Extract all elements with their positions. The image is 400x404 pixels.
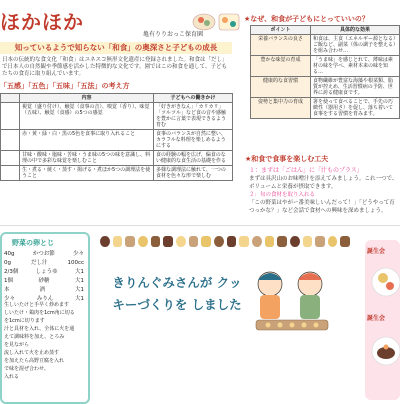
ingredient-extra: 大1 bbox=[74, 278, 84, 284]
cookie-icon bbox=[138, 236, 148, 247]
cookie-icon bbox=[303, 236, 313, 247]
recipe-step: 生しいたけと手早く炒めます bbox=[4, 302, 70, 308]
benefits-table bbox=[250, 25, 400, 119]
table-row bbox=[251, 35, 400, 56]
cookie-icon bbox=[151, 236, 161, 247]
ingredient-row bbox=[4, 250, 84, 259]
effect-text: 和食は、主食（エネルギー源となる）ご飯など、副菜（体の調子を整える）を組み合わせ… bbox=[311, 35, 400, 56]
recipe-steps bbox=[4, 301, 84, 381]
bento-illustration bbox=[190, 6, 242, 34]
ingredient-amount: しょうゆ bbox=[35, 269, 58, 275]
cookie-icon bbox=[100, 236, 110, 247]
recipe-step: を見ながら bbox=[4, 342, 30, 348]
cookie-icon bbox=[214, 236, 224, 247]
ingredient-amount: みりん bbox=[36, 296, 54, 302]
effect-text: 箸を使って食べることで、手先の巧緻性（器用さ）を促し、落ち着いて食事をする習慣を育みます。 bbox=[311, 98, 400, 119]
cookie-icon bbox=[163, 236, 173, 247]
cookie-icon bbox=[239, 236, 249, 247]
ingredient-name: 40g bbox=[4, 251, 15, 257]
ingredient-row bbox=[4, 286, 84, 295]
birthday-cake-illustration bbox=[368, 325, 400, 375]
row-child: 食の経験の幅を広げ、偏食のない健康的な食生活の基礎を作る bbox=[154, 151, 233, 166]
effect-text: 食物繊維が豊富な海藻や根菜類、脂質が控えめ、生活習慣病の予防、世界に誇る健康食です。 bbox=[311, 77, 400, 98]
ingredient-extra: 100cc bbox=[67, 260, 84, 266]
recipe-step: 汁と具材を入れ、全体に火を通 bbox=[4, 326, 75, 332]
table-header: 内容 bbox=[20, 94, 154, 103]
tips-heading: ★和食で食事を楽しむ工夫 bbox=[245, 155, 329, 163]
ingredient-extra: 少々 bbox=[72, 251, 84, 257]
intro-paragraph: 日本の伝統的な食文化「和食」はユネスコ無形文化遺産に登録されました。和食は「だし」で日本人の自然観や季節感を活かした特徴的な文化です。園ではこの和食を通して、子どもたちの食育に取り組んでいます。 bbox=[2, 57, 228, 77]
row-child: 「好きがきなん」「カリカリ」「ツルツル」など食の音や感触を豊かに言葉で表現できるよう育む bbox=[154, 103, 233, 130]
ingredient-extra: 大1 bbox=[75, 269, 84, 275]
ingredient-row bbox=[4, 277, 84, 286]
row-content: 甘味・酸味・塩味・苦味・うま味の5つの味を意識し、料理の中で多彩な味覚を楽しむこと bbox=[20, 151, 154, 166]
row-content: 生・煮る・焼く・蒸す・揚げる・煮ほか5つの調理法を使うこと bbox=[20, 166, 154, 181]
table-header: ポイント bbox=[251, 26, 311, 35]
five-concepts-table bbox=[0, 93, 233, 181]
section-heading: 「五感」「五色」「五味」「五法」の考え方 bbox=[0, 82, 130, 90]
feature-headline: 知っているようで知らない「和食」の奥深さと子どもの成長 bbox=[0, 42, 232, 54]
row-label bbox=[1, 166, 20, 181]
ingredient-amount: 酒 bbox=[39, 287, 46, 293]
table-header: 子どもへの働きかけ bbox=[154, 94, 233, 103]
table-row bbox=[251, 77, 400, 98]
effect-text: 「うま味」を感じとれて、薄味は素材の味を学べ、素材本来の味を知る… bbox=[311, 56, 400, 77]
point-label: 豊かな味覚の育成 bbox=[251, 56, 311, 77]
section-divider bbox=[0, 225, 400, 226]
cookie-icon bbox=[189, 236, 199, 247]
cookie-icon bbox=[113, 236, 123, 247]
point-label: 健康的な食習慣 bbox=[251, 77, 311, 98]
newsletter-title: ほかほか bbox=[0, 10, 84, 34]
ingredient-name: 0g bbox=[4, 260, 11, 266]
row-label bbox=[1, 103, 20, 130]
nursery-name: 亀有りりおっこ保育園 bbox=[143, 31, 204, 38]
ingredient-amount: 砂糖 bbox=[38, 278, 50, 284]
tips-subheading: １：まずは「ごはん」に「汁ものプラス」 bbox=[249, 167, 363, 174]
cookie-icon bbox=[290, 236, 300, 247]
point-label: 栄養バランスの良さ bbox=[251, 35, 311, 56]
recipe-step: 入れる bbox=[4, 374, 20, 380]
row-child: 食事のバランスが自然に整い、カラフルな料理を楽しめるようにする bbox=[154, 130, 233, 151]
tips-text bbox=[249, 175, 399, 215]
table-row bbox=[1, 166, 233, 181]
cookie-icon bbox=[328, 236, 338, 247]
event-caption: きりんぐみさんが クッキーづくりを しました bbox=[112, 275, 242, 312]
cookie-icon bbox=[176, 236, 186, 247]
birthday-label: 誕生会 bbox=[367, 248, 386, 255]
ingredient-name: 少々 bbox=[4, 296, 16, 302]
tips-subheading-2: ２：旬の食材を取り入れる bbox=[249, 192, 316, 198]
ingredients-list bbox=[4, 250, 84, 304]
recipe-step: 流し入れて火を止め蒸す bbox=[4, 350, 60, 356]
ingredient-name: 本 bbox=[4, 287, 10, 293]
cookie-icon bbox=[252, 236, 262, 247]
row-content: 赤・黄・緑・白・黒の5色を食事に取り入れること bbox=[20, 130, 154, 151]
table-row bbox=[251, 56, 400, 77]
birthday-plate-illustration bbox=[368, 258, 400, 306]
table-row bbox=[1, 151, 233, 166]
tips-paragraph-2: 「この野菜はやがー番美味しいんだって！」「どうやって育つっかな？」など会話で食材への興味を深めましょう。 bbox=[249, 200, 395, 214]
ingredient-extra: 大1 bbox=[75, 287, 84, 293]
table-row bbox=[1, 103, 233, 130]
ingredient-name: 2/3個 bbox=[4, 269, 19, 275]
ingredient-row bbox=[4, 259, 84, 268]
row-label bbox=[1, 130, 20, 151]
cookie-icon bbox=[315, 236, 325, 247]
cooking-children-illustration bbox=[246, 262, 338, 340]
cookie-icon bbox=[277, 236, 287, 247]
cookie-icon bbox=[265, 236, 275, 247]
recipe-step: えて調味料を加え、とろみ bbox=[4, 334, 65, 340]
table-header: 具体的な効果 bbox=[311, 26, 400, 35]
table-header bbox=[1, 94, 20, 103]
row-child: 多様な調理法に触れて、一つの食材を色々な形で楽しむ bbox=[154, 166, 233, 181]
point-label: 姿勢と集中力の育成 bbox=[251, 98, 311, 119]
cookie-icon bbox=[125, 236, 135, 247]
cookie-icon bbox=[201, 236, 211, 247]
tips-paragraph: まずは具沢山のお味噌汁を添えてみましょう。これ一つで、ボリュームと栄養が摂取できます。 bbox=[249, 176, 398, 190]
birthday-label-2: 誕生会 bbox=[367, 315, 386, 322]
cookie-icon bbox=[340, 236, 350, 247]
recipe-step: を加えたら高野豆腐を入れ bbox=[4, 358, 65, 364]
cookie-border bbox=[100, 236, 350, 250]
table-row bbox=[1, 130, 233, 151]
cookie-icon bbox=[227, 236, 237, 247]
row-content: 視覚（盛り付け）、触覚（食事の音）、嗅覚（香り）、味覚（五味）、触覚（食感）の5つの感覚 bbox=[20, 103, 154, 130]
recipe-title: 野菜の卵とじ bbox=[12, 239, 54, 247]
why-washoku-heading: ★なぜ、和食が子どもにとっていいの？ bbox=[244, 15, 369, 23]
ingredient-row bbox=[4, 268, 84, 277]
recipe-step: を1cmに切ります bbox=[4, 318, 45, 324]
ingredient-name: 1個 bbox=[4, 278, 13, 284]
recipe-step: しいたけ・鶏肉を1cm角に切る bbox=[4, 310, 75, 316]
recipe-step: で味を混ぜ合わせ、 bbox=[4, 366, 49, 372]
ingredient-amount: だし汁 bbox=[30, 260, 48, 266]
ingredient-amount: かつお節 bbox=[32, 251, 55, 257]
row-label bbox=[1, 151, 20, 166]
ingredient-extra: 大1 bbox=[75, 296, 84, 302]
table-row bbox=[251, 98, 400, 119]
